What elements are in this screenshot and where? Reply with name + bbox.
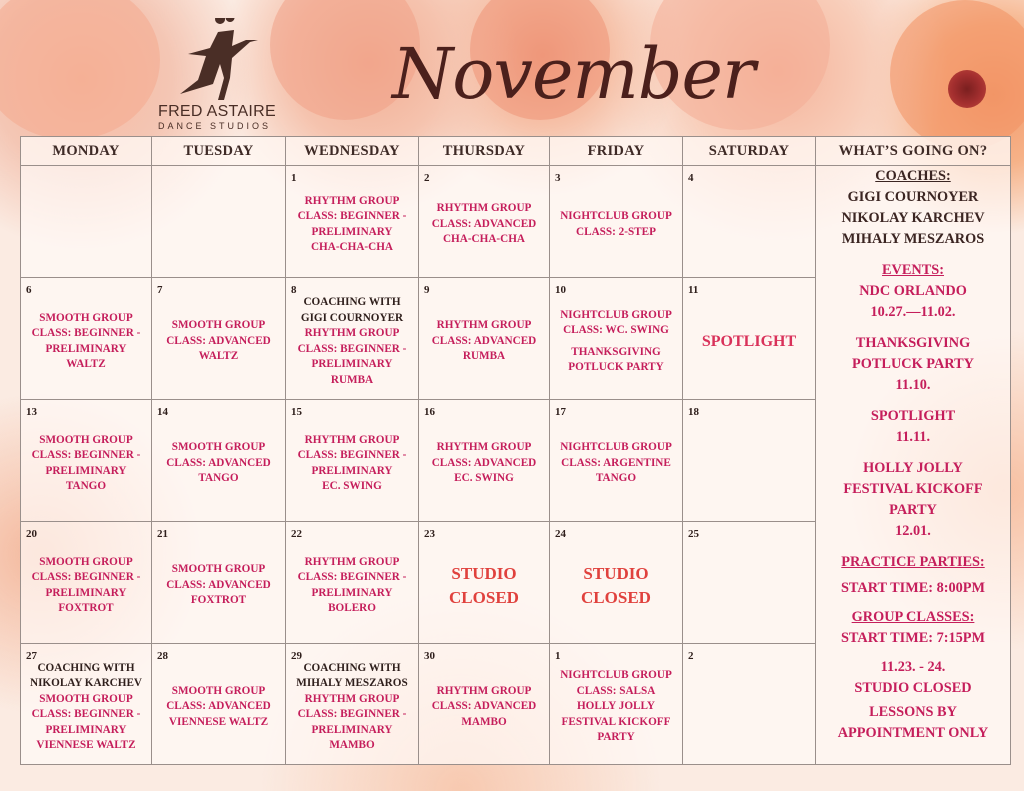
header-friday: FRIDAY xyxy=(550,137,683,166)
day-number: 8 xyxy=(291,284,297,296)
day-events xyxy=(288,400,416,521)
header-tuesday: TUESDAY xyxy=(152,137,286,166)
calendar-table xyxy=(20,136,1011,765)
class-line: NIGHTCLUB GROUP xyxy=(560,669,672,682)
logo-wordmark xyxy=(158,104,276,134)
day-cell xyxy=(286,166,419,278)
class-line: EC. SWING xyxy=(454,472,514,485)
practice-parties-title: PRACTICE PARTIES: xyxy=(841,554,985,570)
class-line: SMOOTH GROUP xyxy=(39,311,133,324)
class-line: RUMBA xyxy=(330,373,374,386)
class-line: CLASS: SALSA xyxy=(576,684,656,697)
header-thursday: THURSDAY xyxy=(419,137,550,166)
day-number: 4 xyxy=(688,172,694,184)
day-cell xyxy=(152,644,286,765)
class-line: CLASS: ADVANCED xyxy=(431,700,537,713)
class-line: VIENNESE WALTZ xyxy=(168,715,269,728)
day-events xyxy=(685,644,813,764)
day-cell xyxy=(683,522,816,644)
weekday-header-row xyxy=(21,137,1011,166)
class-line: PRELIMINARY xyxy=(311,723,393,736)
class-line: PARTY xyxy=(597,731,635,744)
class-line: NIGHTCLUB GROUP xyxy=(560,210,672,222)
class-line: NIGHTCLUB GROUP xyxy=(560,308,672,321)
group-classes-time: START TIME: 7:15PM xyxy=(840,630,986,646)
class-line: CLASS: 2-STEP xyxy=(576,225,656,238)
class-line: BOLERO xyxy=(328,602,376,614)
class-line: PRELIMINARY xyxy=(311,464,393,477)
day-events xyxy=(23,400,149,521)
day-cell xyxy=(683,400,816,522)
day-events xyxy=(685,400,813,521)
event-line: 10.27.—11.02. xyxy=(870,304,956,320)
event-line: NDC ORLANDO xyxy=(859,283,967,299)
class-line: VIENNESE WALTZ xyxy=(36,739,136,751)
day-events xyxy=(288,278,416,399)
day-events xyxy=(288,644,416,764)
class-line: CLASS: BEGINNER - xyxy=(297,708,407,720)
class-line: CLASS: BEGINNER - xyxy=(31,571,141,583)
day-number: 30 xyxy=(424,650,435,662)
flower-decoration xyxy=(0,0,160,140)
day-events xyxy=(154,166,283,277)
header-saturday: SATURDAY xyxy=(683,137,816,166)
day-events xyxy=(288,166,416,277)
class-line: PRELIMINARY xyxy=(45,586,127,599)
class-line: RHYTHM GROUP xyxy=(436,441,532,454)
whats-going-on-panel xyxy=(816,166,1011,765)
coaching-line: COACHING WITH xyxy=(303,661,401,674)
day-events xyxy=(421,278,547,399)
day-number: 9 xyxy=(424,284,430,296)
studio-closed-label: CLOSED xyxy=(449,587,519,607)
day-cell xyxy=(550,278,683,400)
class-line: RHYTHM GROUP xyxy=(304,555,400,568)
class-line: EC. SWING xyxy=(322,480,382,492)
class-line: RHYTHM GROUP xyxy=(304,433,400,446)
day-cell xyxy=(21,644,152,765)
day-events xyxy=(421,400,547,521)
class-line: CLASS: BEGINNER - xyxy=(297,449,407,461)
day-events xyxy=(154,644,283,764)
class-line: SMOOTH GROUP xyxy=(39,433,133,446)
class-line: CHA-CHA-CHA xyxy=(310,241,394,253)
class-line: SMOOTH GROUP xyxy=(171,319,266,332)
class-line: SMOOTH GROUP xyxy=(171,563,266,576)
day-events xyxy=(154,278,283,399)
day-events xyxy=(23,278,149,399)
day-cell xyxy=(286,400,419,522)
day-cell xyxy=(683,644,816,765)
class-line: RHYTHM GROUP xyxy=(304,692,400,705)
day-number: 1 xyxy=(291,172,297,184)
class-line: NIGHTCLUB GROUP xyxy=(560,441,672,454)
class-line: WALTZ xyxy=(66,358,106,370)
event-line: 11.10. xyxy=(895,377,931,393)
studio-closed-label: STUDIO xyxy=(451,563,517,583)
class-line: RHYTHM GROUP xyxy=(304,194,400,207)
day-events xyxy=(421,644,547,764)
day-number: 22 xyxy=(291,528,302,540)
class-line: WALTZ xyxy=(198,350,239,363)
coaching-line: GIGI COURNOYER xyxy=(300,311,404,324)
day-number: 13 xyxy=(26,406,37,418)
day-number: 1 xyxy=(555,650,561,662)
closed-dates: 11.23. - 24. xyxy=(880,659,946,675)
coach-name: GIGI COURNOYER xyxy=(847,189,979,205)
day-cell xyxy=(21,400,152,522)
day-cell xyxy=(419,400,550,522)
day-events xyxy=(421,522,547,643)
event-line: 12.01. xyxy=(895,523,931,539)
day-cell xyxy=(286,522,419,644)
class-line: CLASS: ADVANCED xyxy=(431,456,537,469)
day-number: 15 xyxy=(291,406,302,418)
day-number: 16 xyxy=(424,406,435,418)
day-events xyxy=(421,166,547,277)
class-line: PRELIMINARY xyxy=(311,225,393,238)
coach-name: NIKOLAY KARCHEV xyxy=(841,210,985,226)
event-line: POTLUCK PARTY xyxy=(852,356,974,372)
day-cell xyxy=(286,644,419,765)
day-events xyxy=(552,166,680,277)
day-number: 21 xyxy=(157,528,168,540)
day-events xyxy=(154,400,283,521)
class-line: PRELIMINARY xyxy=(311,358,393,370)
event-line: THANKSGIVING xyxy=(855,335,971,351)
event-line: THANKSGIVING xyxy=(571,345,661,358)
lessons-note: LESSONS BY xyxy=(869,704,957,720)
day-cell xyxy=(550,400,683,522)
class-line: PRELIMINARY xyxy=(45,342,127,355)
day-cell xyxy=(21,166,152,278)
day-number: 2 xyxy=(688,650,694,662)
header-wednesday: WEDNESDAY xyxy=(286,137,419,166)
day-events xyxy=(154,522,283,643)
day-number: 10 xyxy=(555,284,566,296)
week-row xyxy=(21,166,1011,278)
day-number: 11 xyxy=(688,284,699,296)
day-cell xyxy=(152,400,286,522)
day-events xyxy=(685,522,813,643)
class-line: SMOOTH GROUP xyxy=(171,684,266,697)
day-cell xyxy=(683,166,816,278)
day-events xyxy=(685,278,813,399)
class-line: FOXTROT xyxy=(58,602,114,614)
class-line: PRELIMINARY xyxy=(45,723,127,736)
class-line: PRELIMINARY xyxy=(45,464,127,477)
class-line: RHYTHM GROUP xyxy=(436,684,532,697)
practice-parties-time: START TIME: 8:00PM xyxy=(840,580,986,596)
lessons-note: APPOINTMENT ONLY xyxy=(837,725,989,741)
class-line: CLASS: BEGINNER - xyxy=(31,449,141,461)
coach-name: MIHALY MESZAROS xyxy=(841,231,985,247)
header-whats-going-on: WHAT’S GOING ON? xyxy=(816,137,1011,166)
class-line: MAMBO xyxy=(461,715,507,728)
day-cell xyxy=(286,278,419,400)
day-events xyxy=(23,522,149,643)
day-number: 18 xyxy=(688,406,699,418)
day-number: 23 xyxy=(424,528,435,540)
day-cell xyxy=(550,166,683,278)
class-line: CLASS: BEGINNER - xyxy=(297,210,407,222)
day-events xyxy=(23,644,149,764)
day-events xyxy=(685,166,813,277)
event-line: HOLLY JOLLY xyxy=(863,460,963,476)
events-title: EVENTS: xyxy=(882,262,944,278)
class-line: CLASS: ADVANCED xyxy=(431,217,537,230)
day-number: 2 xyxy=(424,172,430,184)
month-title: November xyxy=(392,33,755,115)
class-line: FESTIVAL KICKOFF xyxy=(561,715,671,728)
class-line: CLASS: ADVANCED xyxy=(166,700,271,713)
day-number: 28 xyxy=(157,650,168,662)
class-line: CLASS: ADVANCED xyxy=(166,334,271,347)
studio-closed-note: STUDIO CLOSED xyxy=(854,680,972,696)
day-number: 24 xyxy=(555,528,566,540)
class-line: RHYTHM GROUP xyxy=(436,202,532,215)
day-events xyxy=(552,522,680,643)
day-cell xyxy=(683,278,816,400)
class-line: FOXTROT xyxy=(190,594,247,607)
event-line: SPOTLIGHT xyxy=(870,408,956,424)
day-cell xyxy=(152,278,286,400)
day-number: 25 xyxy=(688,528,699,540)
day-events xyxy=(552,400,680,521)
class-line: CLASS: ADVANCED xyxy=(431,334,537,347)
event-line: PARTY xyxy=(889,502,937,518)
day-cell xyxy=(21,278,152,400)
day-cell xyxy=(419,644,550,765)
class-line: CLASS: BEGINNER - xyxy=(31,708,141,720)
day-cell xyxy=(419,166,550,278)
event-line: 11.11. xyxy=(895,429,931,445)
day-events xyxy=(552,644,680,764)
class-line: CLASS: ADVANCED xyxy=(166,578,271,591)
day-events xyxy=(552,278,680,399)
class-line: SMOOTH GROUP xyxy=(171,441,266,454)
class-line: SMOOTH GROUP xyxy=(39,692,133,705)
class-line: PRELIMINARY xyxy=(311,586,393,599)
coaching-line: COACHING WITH xyxy=(37,661,135,674)
day-cell xyxy=(21,522,152,644)
day-cell xyxy=(419,278,550,400)
class-line: CHA-CHA-CHA xyxy=(442,233,526,246)
class-line: CLASS: BEGINNER - xyxy=(297,342,407,355)
day-cell xyxy=(152,522,286,644)
class-line: CLASS: BEGINNER - xyxy=(297,571,407,583)
day-cell xyxy=(550,522,683,644)
day-number: 6 xyxy=(26,284,32,296)
class-line: MAMBO xyxy=(329,739,375,751)
day-number: 7 xyxy=(157,284,163,296)
day-number: 29 xyxy=(291,650,302,662)
spotlight-label: SPOTLIGHT xyxy=(701,332,797,350)
class-line: CLASS: BEGINNER - xyxy=(31,327,141,339)
class-line: CLASS: WC. SWING xyxy=(563,324,669,336)
day-number: 20 xyxy=(26,528,37,540)
class-line: RHYTHM GROUP xyxy=(304,327,400,339)
studio-closed-label: STUDIO xyxy=(583,563,649,583)
group-classes-title: GROUP CLASSES: xyxy=(851,609,975,625)
coaching-line: NIKOLAY KARCHEV xyxy=(30,677,142,689)
class-line: TANGO xyxy=(198,472,239,485)
header-monday: MONDAY xyxy=(21,137,152,166)
day-events xyxy=(23,166,149,277)
logo-line1: FRED ASTAIRE xyxy=(158,103,276,120)
event-line: FESTIVAL KICKOFF xyxy=(843,481,983,497)
event-line: POTLUCK PARTY xyxy=(568,361,664,373)
day-cell xyxy=(550,644,683,765)
studio-closed-label: CLOSED xyxy=(581,587,651,607)
class-line: RHYTHM GROUP xyxy=(436,319,532,332)
class-line: TANGO xyxy=(595,472,637,485)
class-line: CLASS: ADVANCED xyxy=(166,456,271,469)
class-line: CLASS: ARGENTINE xyxy=(561,456,671,469)
flower-center-decoration xyxy=(948,70,986,108)
class-line: HOLLY JOLLY xyxy=(576,700,656,713)
coaching-line: COACHING WITH xyxy=(303,296,401,308)
day-number: 17 xyxy=(555,406,566,418)
day-cell xyxy=(152,166,286,278)
logo-line2: DANCE STUDIOS xyxy=(158,121,272,131)
class-line: RUMBA xyxy=(462,350,506,363)
class-line: SMOOTH GROUP xyxy=(39,555,133,568)
day-number: 27 xyxy=(26,650,37,662)
day-cell xyxy=(419,522,550,644)
day-number: 14 xyxy=(157,406,168,418)
class-line: TANGO xyxy=(65,480,107,492)
coaching-line: MIHALY MESZAROS xyxy=(296,677,408,689)
coaches-title: COACHES: xyxy=(875,168,951,184)
day-events xyxy=(288,522,416,643)
day-number: 3 xyxy=(555,172,561,184)
